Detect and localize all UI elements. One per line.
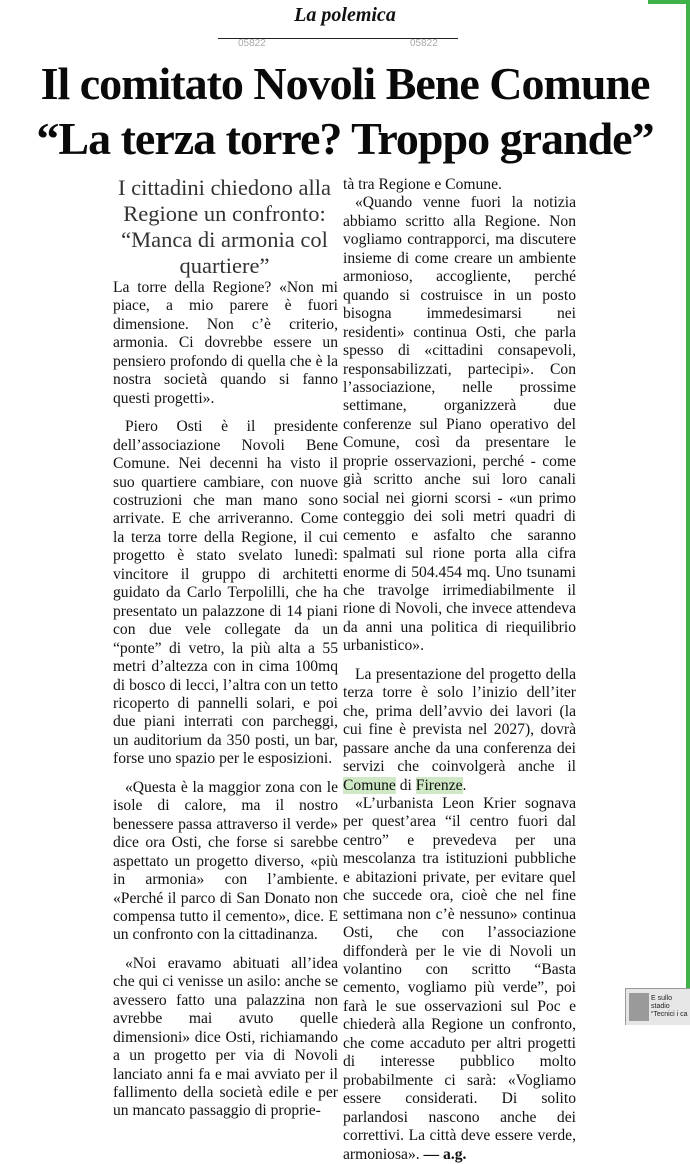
paragraph <box>343 666 576 795</box>
paragraph: «Noi eravamo abituati all’idea che qui ci venisse un asilo: anche se avessero fatto una palazzina non avrebbe mai avuto quelle dimensioni» dice Osti, richiamando a un progetto per via di Novoli lanciato anni fa e mai avviato per il fallimento della società edile e per un mancato passaggio di proprie- <box>113 954 338 1120</box>
article-subhead: I cittadini chiedono alla Regione un confronto: “Manca di armonia col quartiere” <box>117 175 332 278</box>
headline-line-1: Il comitato Novoli Bene Comune <box>40 58 650 109</box>
highlight-firenze: Firenze <box>415 776 463 794</box>
paragraph: «Quando venne fuori la notizia abbiamo scritto alla Regione. Non vogliamo contrapporci, ma discutere insieme di come creare un ambiente armonioso, accogliente, perché quando si costruisce in un posto bisogna immedesimarsi nei residenti» continua Osti, che parla spesso di «cittadini consapevoli, responsabilizzati, partecipi». Con l’associazione, nelle prossime settimane, organizzerà due conferenze sul Piano operativo del Comune, così da presentare le proprie osservazioni, perché - come già scritto anche sui loro canali social nei giorni scorsi - «un primo conteggio dei soli metri quadri di cemento e asfalto che saranno spalmati sul rione porta alla cifra enorme di 504.454 mq. Uno tsunami che travolge irrimediabilmente il rione di Novoli, che invece attendeva da anni una politica di riequilibrio urbanistico». <box>343 194 576 655</box>
paragraph <box>343 795 576 1164</box>
thumbnail-line-2: “Tecnici i ca <box>651 1011 688 1018</box>
paragraph-text: La presentazione del progetto della terza torre è solo l’inizio dell’iter che, prima dell’avvio dei lavori (la cui fine è prevista nel 2027), dovrà passare anche da una conferenza dei servizi che coinvolgerà anche il <box>343 665 576 776</box>
paragraph-text: «L’urbanista Leon Krier sognava per quest’area “il centro fuori dal centro” e prevedeva per una mescolanza tra istituzioni pubbliche e abitazioni private, per evitare quel che succede ora, cioè che nel fine settimana non c’è nessuno» continua Osti, che con l’associazione diffonderà per le vie di Novoli un volantino con scritto “Basta cemento, vogliamo più verde”, poi farà le sue osservazioni sul Poc e chiederà alla Regione un confronto, che come accaduto per altri progetti di interesse pubblico molto probabilmente ci sarà: «Vogliamo essere considerati. Di solito parlandosi nascono anche dei correttivi. La città deve essere verde, armoniosa». <box>343 794 576 1163</box>
headline-line-2: “La terza torre? Troppo grande” <box>36 113 654 164</box>
author-signature: — a.g. <box>419 1145 467 1163</box>
paragraph-text: di <box>395 776 416 794</box>
article-headline <box>0 56 690 166</box>
paragraph: Piero Osti è il presidente dell’associazione Novoli Bene Comune. Nei decenni ha visto il suo quartiere cambiare, con nuove costruzioni che man mano sono arrivate. E che arriveranno. Come la terza torre della Regione, il cui progetto è stato svelato lunedì: vincitore il gruppo di architetti guidato da Carlo Terpolilli, che ha presentato un palazzone di 14 piani con due vele collegate da un “ponte” di vetro, la più alta a 55 metri d’altezza con in cima 100mq di bosco di lecci, l’altra con un tetto ricoperto di pannelli solari, e poi due piani interrati con parcheggi, un auditorium da 350 posti, un bar, forse uno spazio per le esposizioni. <box>113 418 338 768</box>
thumbnail-photo <box>629 993 649 1021</box>
paragraph: La torre della Regione? «Non mi piace, a mio parere è fuori dimensione. Non c’è criterio, armonia. Ci dovrebbe essere un pensiero profondo di quella che è la nostra società quando si fanno questi progetti». <box>113 279 338 407</box>
page-code-right: 05822 <box>410 38 438 49</box>
article-column-right <box>343 176 576 1164</box>
highlight-comune: Comune <box>343 776 396 794</box>
paragraph: tà tra Regione e Comune. <box>343 176 502 193</box>
paragraph: «Questa è la maggior zona con le isole di calore, ma il nostro benessere passa attraverso il verde» dice ora Osti, che forse si sarebbe aspettato un progetto diverso, «più in armonia» con l’ambiente. «Perché il parco di San Donato non compensa tutto il cemento», dice. E un confronto con la cittadinanza. <box>113 778 338 944</box>
next-article-thumbnail[interactable] <box>625 988 690 1025</box>
paragraph-text: . <box>462 776 467 794</box>
section-kicker: La polemica <box>294 4 396 26</box>
thumbnail-line-1: E sullo stadio <box>651 995 673 1010</box>
thumbnail-text <box>651 995 690 1019</box>
page-code-left: 05822 <box>238 38 266 49</box>
article-column-left <box>113 279 338 1121</box>
